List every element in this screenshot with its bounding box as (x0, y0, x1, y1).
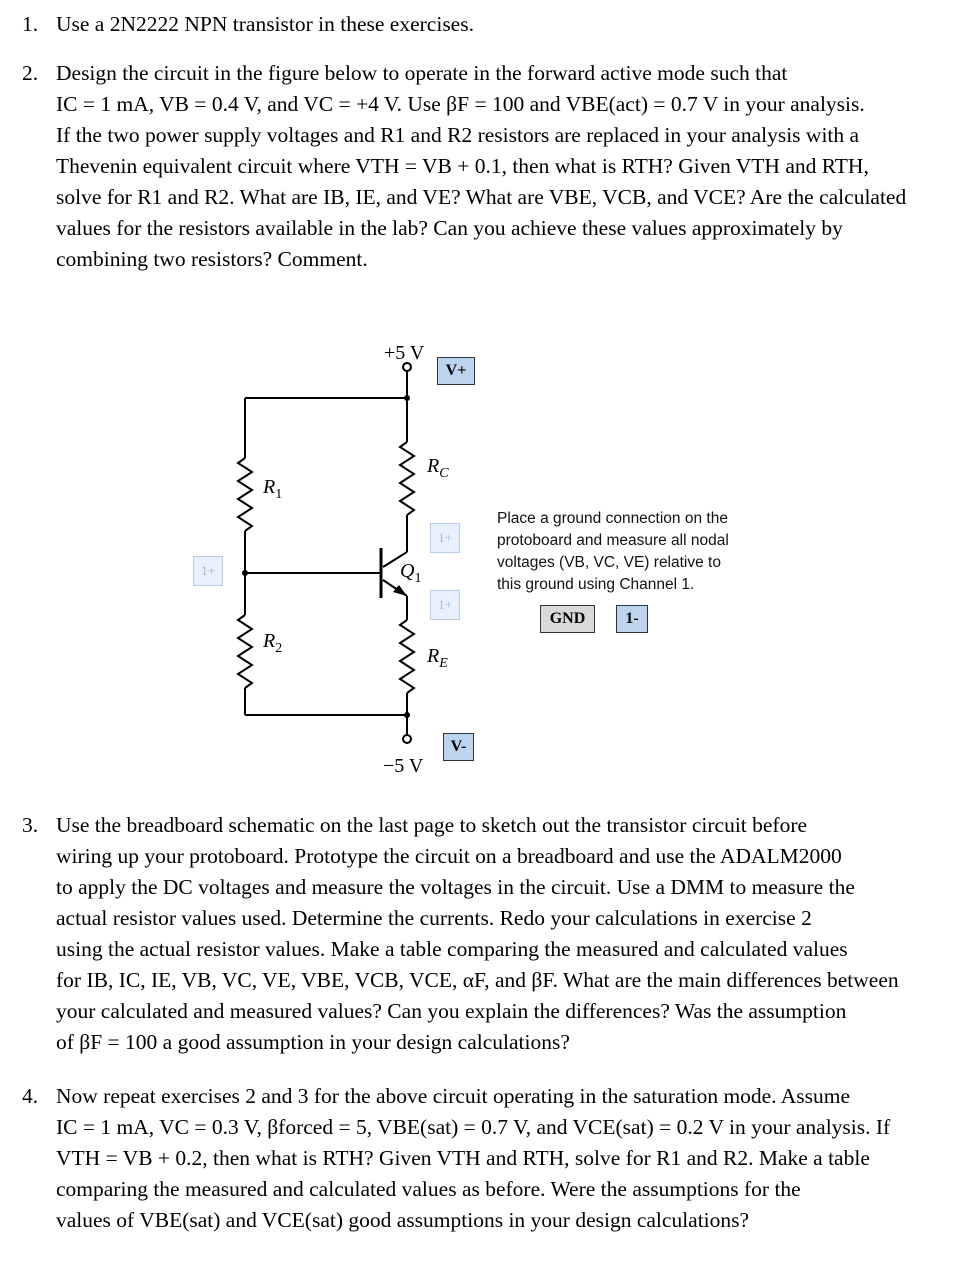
rc-label: $R_C$ (427, 455, 449, 481)
q1-label: $Q_1$ (400, 560, 422, 586)
exercise-3 (22, 810, 934, 1058)
base-junction (242, 570, 248, 576)
exercise-line: IC = 1 mA, VB = 0.4 V, and VC = +4 V. Use βF = 100 and VBE(act) = 0.7 V in your analysis. (56, 92, 865, 116)
re-resistor (400, 620, 414, 693)
r2-resistor (238, 615, 252, 688)
exercise-line: actual resistor values used. Determine the currents. Redo your calculations in exercise 2 (56, 906, 812, 930)
exercise-line: values for the resistors available in the lab? Can you achieve these values approximately by (56, 216, 843, 240)
note-line: this ground using Channel 1. (497, 576, 695, 593)
exercise-line: using the actual resistor values. Make a table comparing the measured and calculated values (56, 937, 848, 961)
supply-bottom-label: −5 V (383, 755, 424, 777)
exercise-line: for IB, IC, IE, VB, VC, VE, VBE, VCB, VCE, αF, and βF. What are the main differences between (56, 968, 899, 992)
exercise-line: wiring up your protoboard. Prototype the circuit on a breadboard and use the ADALM2000 (56, 844, 842, 868)
probe-collector: 1+ (430, 523, 460, 553)
channel-minus-tag: 1- (616, 605, 648, 633)
ground-note (497, 508, 757, 596)
exercise-line: Use the breadboard schematic on the last page to sketch out the transistor circuit before (56, 813, 808, 837)
r1-resistor (238, 458, 252, 531)
exercise-line: of βF = 100 a good assumption in your design calculations? (56, 1030, 570, 1054)
note-line: Place a ground connection on the (497, 510, 728, 527)
exercise-line: IC = 1 mA, VC = 0.3 V, βforced = 5, VBE(sat) = 0.7 V, and VCE(sat) = 0.2 V in your analysis. If (56, 1115, 891, 1139)
exercise-number: 1. (22, 12, 39, 36)
exercise-text: Use a 2N2222 NPN transistor in these exercises. (56, 12, 474, 36)
note-line: voltages (VB, VC, VE) relative to (497, 554, 721, 571)
exercise-4 (22, 1081, 934, 1236)
bottom-junction (404, 712, 410, 718)
supply-top-label: +5 V (384, 342, 425, 364)
exercise-line: comparing the measured and calculated values as before. Were the assumptions for the (56, 1177, 801, 1201)
re-label: $R_E$ (427, 645, 448, 671)
exercise-line: to apply the DC voltages and measure the voltages in the circuit. Use a DMM to measure the (56, 875, 855, 899)
emitter-arrow (393, 585, 407, 596)
vplus-tag: V+ (437, 357, 475, 385)
top-terminal (403, 363, 411, 371)
exercise-line: If the two power supply voltages and R1 and R2 resistors are replaced in your analysis with a (56, 123, 860, 147)
exercise-1 (22, 9, 934, 40)
note-line: protoboard and measure all nodal (497, 532, 729, 549)
exercise-number: 2. (22, 61, 39, 85)
exercise-number: 4. (22, 1084, 39, 1108)
r1-label: $R_1$ (263, 476, 283, 502)
exercise-line: combining two resistors? Comment. (56, 247, 368, 271)
exercise-line: solve for R1 and R2. What are IB, IE, and VE? What are VBE, VCB, and VCE? Are the calculated (56, 185, 907, 209)
bottom-terminal (403, 735, 411, 743)
exercise-line: values of VBE(sat) and VCE(sat) good assumptions in your design calculations? (56, 1208, 750, 1232)
exercise-line: Thevenin equivalent circuit where VTH = VB + 0.1, then what is RTH? Given VTH and RTH, (56, 154, 869, 178)
exercise-line: Now repeat exercises 2 and 3 for the above circuit operating in the saturation mode. Assume (56, 1084, 851, 1108)
gnd-tag: GND (540, 605, 595, 633)
probe-emitter: 1+ (430, 590, 460, 620)
exercise-2 (22, 58, 934, 275)
exercise-line: VTH = VB + 0.2, then what is RTH? Given VTH and RTH, solve for R1 and R2. Make a table (56, 1146, 870, 1170)
r2-label: $R_2$ (263, 630, 283, 656)
exercise-line: your calculated and measured values? Can you explain the differences? Was the assumption (56, 999, 847, 1023)
rc-resistor (400, 442, 414, 515)
exercise-number: 3. (22, 813, 39, 837)
vminus-tag: V- (443, 733, 474, 761)
probe-base: 1+ (193, 556, 223, 586)
top-junction (404, 395, 410, 401)
exercise-line: Design the circuit in the figure below to operate in the forward active mode such that (56, 61, 788, 85)
